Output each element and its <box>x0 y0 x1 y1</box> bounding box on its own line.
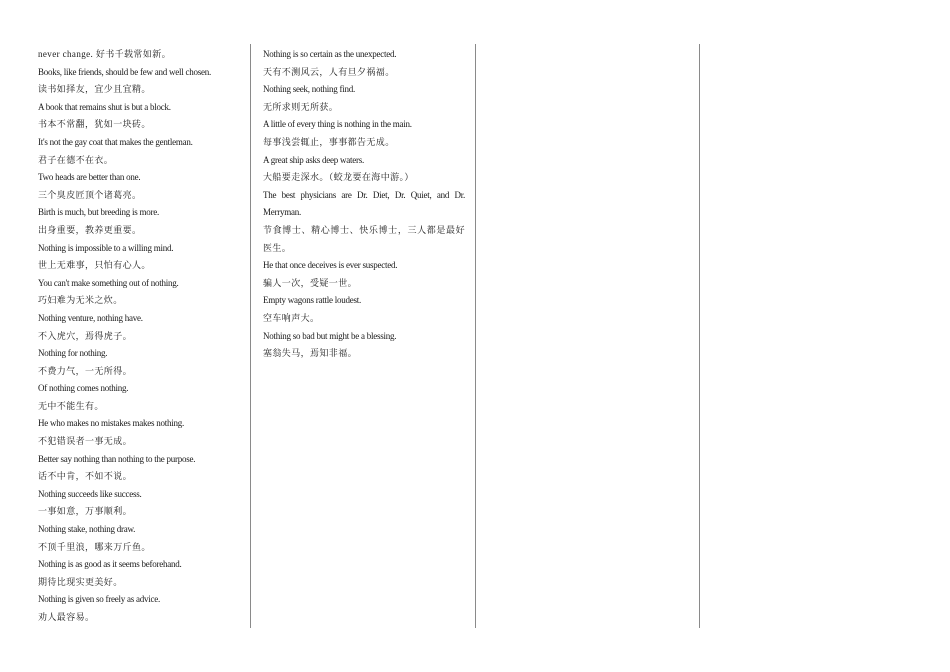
chinese-translation-line: 无中不能生有。 <box>38 400 104 411</box>
chinese-translation-line: 巧妇难为无米之炊。 <box>38 295 123 306</box>
chinese-translation-line: 医生。 <box>263 242 292 253</box>
english-proverb-line: Nothing is impossible to a willing mind. <box>38 242 174 253</box>
english-proverb-line: Nothing venture, nothing have. <box>38 312 143 323</box>
chinese-translation-line: 不入虎穴，焉得虎子。 <box>38 330 133 341</box>
text-column-2 <box>263 46 465 363</box>
english-proverb-line: He who makes no mistakes makes nothing. <box>38 418 184 429</box>
chinese-translation-line: 不犯错误者一事无成。 <box>38 436 133 447</box>
chinese-translation-line: 大船要走深水。（蛟龙要在海中游。） <box>263 172 414 183</box>
english-proverb-line: Merryman. <box>263 207 301 218</box>
chinese-translation-line: 不费力气，一无所得。 <box>38 365 133 376</box>
english-proverb-line: You can't make something out of nothing. <box>38 277 179 288</box>
english-proverb-line: The best physicians are Dr. Diet, Dr. Quiet, and Dr. <box>263 189 465 200</box>
chinese-translation-line: 塞翁失马，焉知非福。 <box>263 348 358 359</box>
column-divider <box>250 44 251 628</box>
chinese-translation-line: 每事浅尝辄止，事事都告无成。 <box>263 136 395 147</box>
english-proverb-line: A little of every thing is nothing in the main. <box>263 119 412 130</box>
english-proverb-line: Books, like friends, should be few and well chosen. <box>38 66 211 77</box>
english-proverb-line: Of nothing comes nothing. <box>38 383 129 394</box>
english-proverb-line: Empty wagons rattle loudest. <box>263 295 361 306</box>
english-proverb-line: Nothing is so certain as the unexpected. <box>263 49 397 59</box>
english-proverb-line: It's not the gay coat that makes the gentleman. <box>38 136 193 147</box>
english-proverb-line: A book that remains shut is but a block. <box>38 101 171 112</box>
chinese-translation-line: 读书如择友，宜少且宜精。 <box>38 84 151 95</box>
chinese-translation-line: 三个臭皮匠顶个诸葛亮。 <box>38 189 142 200</box>
english-proverb-line: Nothing so bad but might be a blessing. <box>263 330 397 341</box>
chinese-translation-line: 不顶千里浪，哪来万斤鱼。 <box>38 541 151 552</box>
english-proverb-line: Nothing is as good as it seems beforehand. <box>38 559 182 570</box>
chinese-translation-line: 骗人一次，受疑一世。 <box>263 277 358 288</box>
english-proverb-line: Nothing seek, nothing find. <box>263 84 355 95</box>
english-proverb-line: Two heads are better than one. <box>38 172 141 183</box>
column-divider <box>699 44 700 628</box>
chinese-translation-line: 世上无难事，只怕有心人。 <box>38 260 151 271</box>
english-proverb-line: He that once deceives is ever suspected. <box>263 260 398 271</box>
english-proverb-line: Nothing succeeds like success. <box>38 488 142 499</box>
chinese-translation-line: 节食博士、精心博士、快乐博士，三人都是最好 <box>263 224 465 235</box>
chinese-translation-line: never change. 好书千载常如新。 <box>38 49 172 59</box>
english-proverb-line: Nothing is given so freely as advice. <box>38 594 160 605</box>
chinese-translation-line: 出身重要，教养更重要。 <box>38 224 142 235</box>
text-column-1 <box>38 46 244 627</box>
english-proverb-line: Better say nothing than nothing to the purpose. <box>38 453 196 464</box>
english-proverb-line: A great ship asks deep waters. <box>263 154 364 165</box>
chinese-translation-line: 劝人最容易。 <box>38 612 95 622</box>
chinese-translation-line: 一事如意，万事顺利。 <box>38 506 133 517</box>
chinese-translation-line: 空车响声大。 <box>263 312 320 323</box>
chinese-translation-line: 书本不常翻，犹如一块砖。 <box>38 119 151 130</box>
english-proverb-line: Birth is much, but breeding is more. <box>38 207 159 218</box>
chinese-translation-line: 君子在德不在衣。 <box>38 154 114 165</box>
chinese-translation-line: 无所求则无所获。 <box>263 101 339 112</box>
chinese-translation-line: 期待比现实更美好。 <box>38 576 123 587</box>
english-proverb-line: Nothing stake, nothing draw. <box>38 524 136 535</box>
chinese-translation-line: 话不中肯，不如不说。 <box>38 471 133 482</box>
column-divider <box>475 44 476 628</box>
english-proverb-line: Nothing for nothing. <box>38 348 108 359</box>
chinese-translation-line: 天有不测风云，人有旦夕祸福。 <box>263 66 395 77</box>
